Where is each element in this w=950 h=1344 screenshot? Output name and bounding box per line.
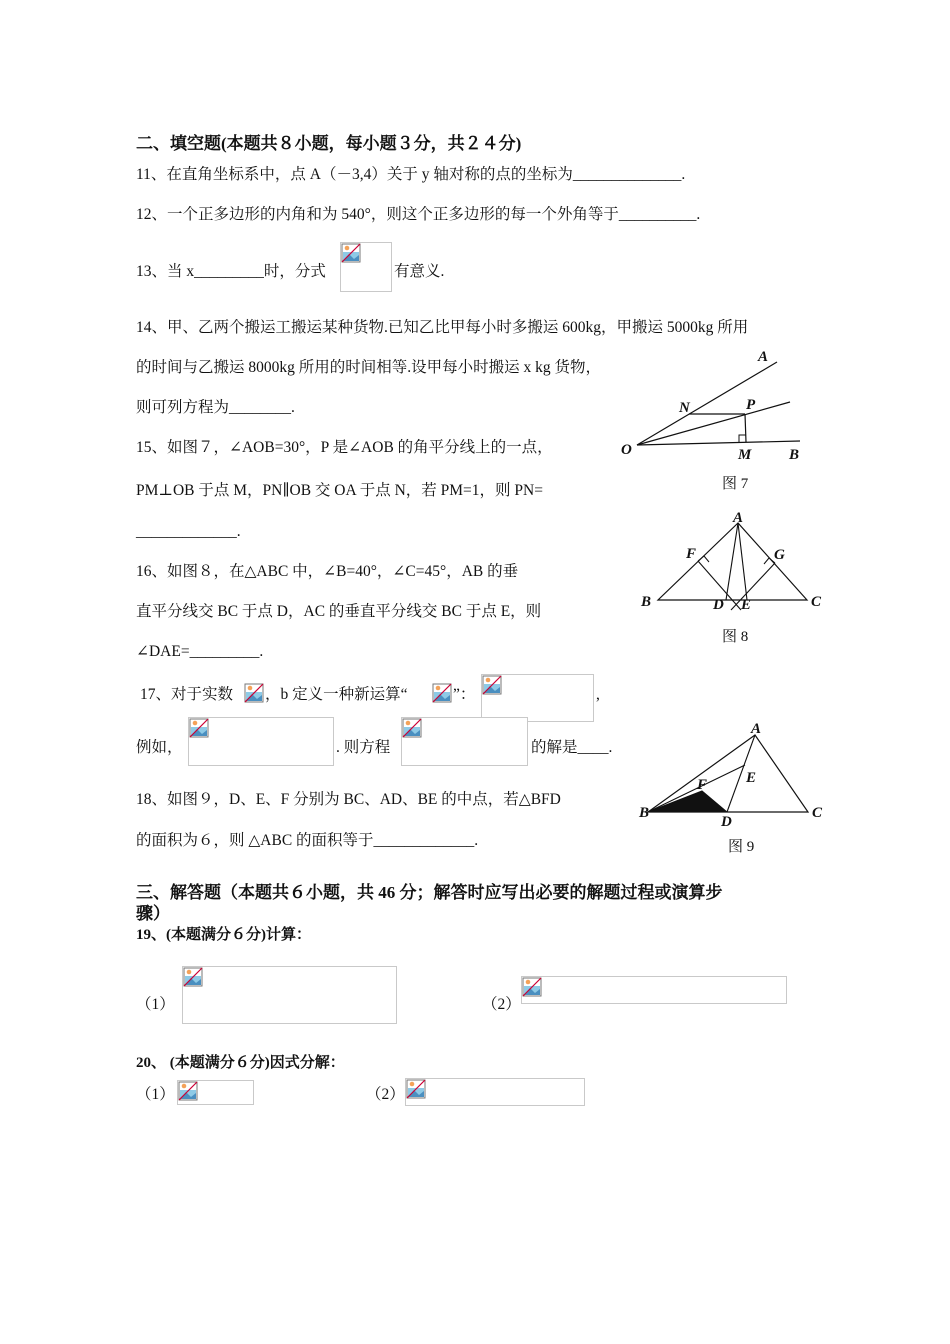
question-20-title: 20、 (本题满分６分)因式分解： — [136, 1055, 345, 1071]
question-17-part-f: . 则方程 — [336, 739, 391, 756]
section-2-title: 二、填空题(本题共８小题，每小题３分，共２４分) — [136, 134, 522, 153]
segment-ad — [726, 523, 738, 600]
q20-part-1-image — [177, 1080, 254, 1105]
question-17-part-g: 的解是____. — [531, 739, 613, 756]
fig8-label-c: C — [811, 594, 822, 610]
broken-image-icon — [406, 1079, 426, 1099]
question-11: 11、在直角坐标系中，点 A（－3,4）关于 y 轴对称的点的坐标为______________. — [136, 166, 686, 183]
broken-image-icon — [522, 977, 542, 997]
question-19-part-2-label: （2） — [482, 996, 521, 1013]
question-19-part-1-label: （1） — [136, 996, 175, 1013]
figure-7 — [615, 345, 815, 470]
fig7-label-b: B — [789, 447, 800, 463]
ray-ob — [637, 441, 800, 445]
question-17-part-b: ，b 定义一种新运算“ — [265, 686, 408, 703]
question-17-part-c: ”： — [453, 686, 476, 703]
question-17-part-e: 例如， — [136, 739, 183, 756]
figure-9-caption: 图 9 — [728, 839, 755, 855]
fig9-label-a: A — [751, 721, 762, 737]
right-angle-mark — [739, 435, 746, 442]
shaded-triangle-bfd — [648, 791, 727, 812]
question-16-line-2: 直平分线交 BC 于点 D，AC 的垂直平分线交 BC 于点 E，则 — [136, 603, 542, 620]
bisector-op — [637, 402, 790, 445]
ray-oa — [637, 362, 777, 445]
question-16-line-1: 16、如图８，在△ABC 中，∠B=40°，∠C=45°，AB 的垂 — [136, 563, 519, 580]
question-14-line-2: 的时间与乙搬运 8000kg 所用的时间相等.设甲每小时搬运 x kg 货物， — [136, 359, 602, 376]
q20-part-2-image — [405, 1078, 585, 1106]
broken-image-icon — [482, 675, 502, 695]
fig9-label-c: C — [812, 805, 823, 821]
figure-8-caption: 图 8 — [722, 629, 749, 645]
fraction-image — [340, 242, 392, 292]
question-18-line-1: 18、如图９，D、E、F 分别为 BC、AD、BE 的中点，若△BFD — [136, 791, 561, 808]
question-15-line-1: 15、如图７，∠AOB=30°，P 是∠AOB 的角平分线上的一点， — [136, 439, 553, 456]
fig8-label-b: B — [641, 594, 652, 610]
broken-image-icon — [178, 1081, 198, 1101]
fig9-label-d: D — [721, 814, 732, 830]
question-13-suffix: 有意义. — [394, 263, 445, 280]
question-19-title: 19、(本题满分６分)计算： — [136, 927, 311, 943]
broken-image-icon — [183, 967, 203, 987]
question-13-prefix: 13、当 x_________时，分式 — [136, 263, 326, 280]
broken-image-icon — [244, 683, 264, 703]
perp-bisector-ac — [731, 563, 775, 610]
operation-definition-image — [481, 674, 594, 722]
question-14-line-1: 14、甲、乙两个搬运工搬运某种货物.已知乙比甲每小时多搬运 600kg，甲搬运 5000kg 所用 — [136, 319, 749, 336]
question-16-line-3: ∠DAE=_________. — [136, 643, 264, 660]
fig8-label-f: F — [686, 546, 697, 562]
question-18-line-2: 的面积为６，则 △ABC 的面积等于_____________. — [136, 832, 479, 849]
question-15-line-3: _____________. — [136, 523, 241, 540]
section-3-title-line-1: 三、解答题（本题共６小题，共 46 分；解答时应写出必要的解题过程或演算步 — [136, 883, 723, 902]
operator-image — [432, 683, 452, 703]
variable-a-image — [244, 683, 264, 703]
fig9-label-b: B — [639, 805, 650, 821]
broken-image-icon — [189, 718, 209, 738]
question-12: 12、一个正多边形的内角和为 540°，则这个正多边形的每一个外角等于__________. — [136, 206, 701, 223]
right-angle-mark-f — [698, 556, 709, 562]
fig8-label-d: D — [713, 597, 724, 613]
segment-ae — [738, 523, 747, 600]
question-17-part-a: 17、对于实数 — [140, 686, 234, 703]
fig8-label-g: G — [774, 547, 785, 563]
question-20-part-1-label: （1） — [136, 1086, 175, 1103]
figure-8 — [635, 505, 830, 615]
fig9-label-e: E — [746, 770, 757, 786]
figure-9 — [635, 715, 830, 830]
broken-image-icon — [432, 683, 452, 703]
broken-image-icon — [402, 718, 422, 738]
section-3-title-line-2: 骤） — [136, 904, 170, 923]
question-15-line-2: PM⊥OB 于点 M，PN∥OB 交 OA 于点 N，若 PM=1，则 PN= — [136, 482, 543, 499]
segment-pm — [745, 414, 746, 442]
fig8-label-e: E — [741, 597, 752, 613]
question-20-part-2-label: （2） — [366, 1086, 405, 1103]
fig7-label-m: M — [738, 447, 752, 463]
fig7-label-o: O — [621, 442, 632, 458]
fig7-label-n: N — [679, 400, 690, 416]
broken-image-icon — [341, 243, 361, 263]
q19-part-1-image — [182, 966, 397, 1024]
q19-part-2-image — [521, 976, 787, 1004]
example-image — [188, 717, 334, 766]
question-17-part-d: , — [596, 686, 600, 703]
fig7-label-a: A — [758, 349, 769, 365]
fig7-label-p: P — [746, 397, 756, 413]
equation-image — [401, 717, 528, 766]
figure-7-caption: 图 7 — [722, 476, 749, 492]
fig9-label-f: F — [697, 777, 708, 793]
fig8-label-a: A — [733, 510, 744, 526]
question-14-line-3: 则可列方程为________. — [136, 399, 295, 416]
